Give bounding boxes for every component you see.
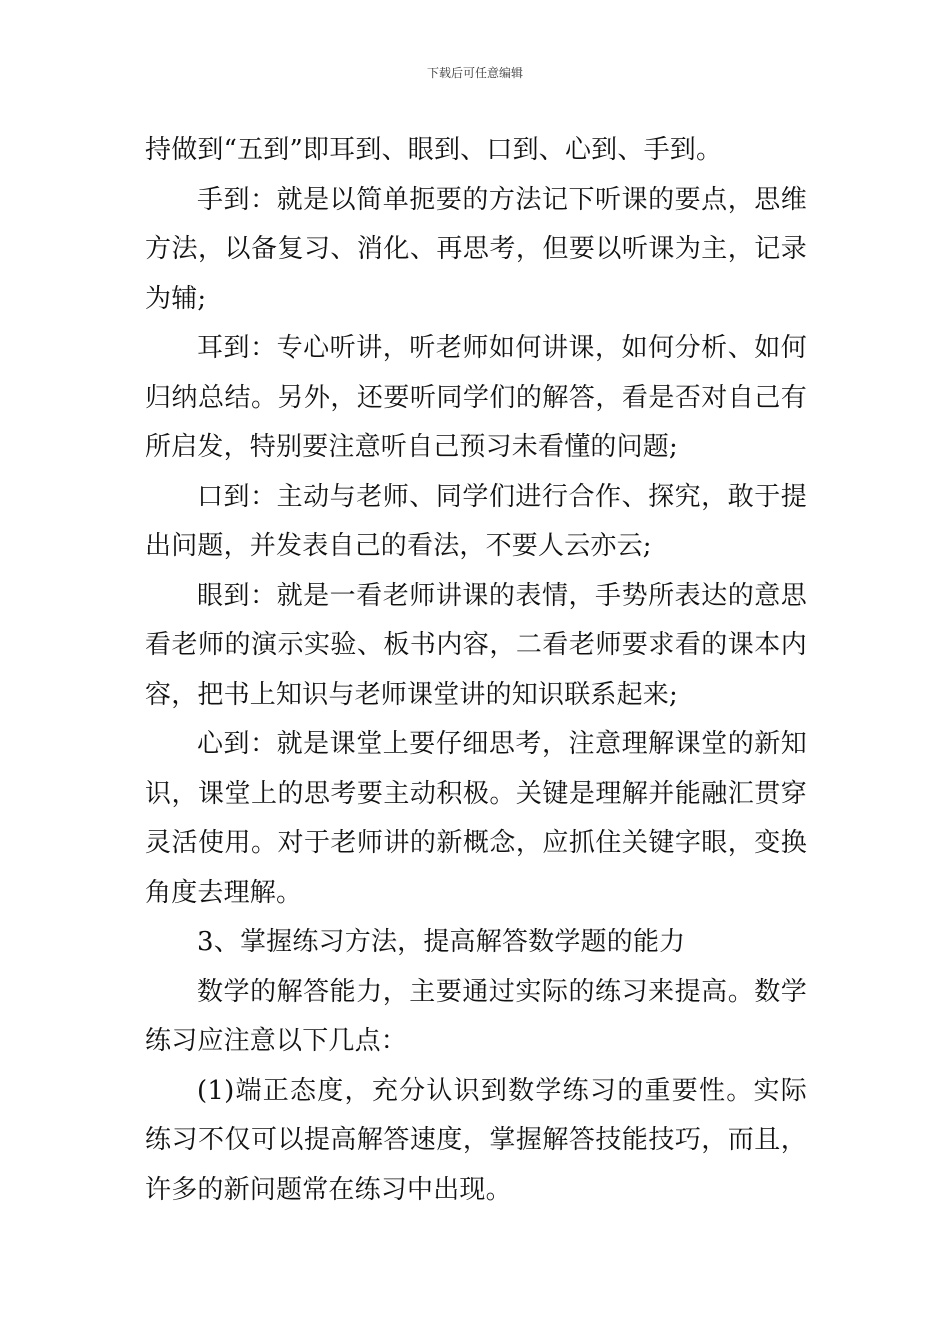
- paragraph-continuation: 持做到“五到”即耳到、眼到、口到、心到、手到。: [145, 135, 723, 165]
- paragraph-ear: 耳到：专心听讲，听老师如何讲课，如何分析、如何归纳总结。另外，还要听同学们的解答，看是否对自己有所启发，特别要注意听自己预习未看懂的问题;: [145, 333, 807, 462]
- paragraph-mouth: 口到：主动与老师、同学们进行合作、探究，敢于提出问题，并发表自己的看法，不要人云亦云;: [145, 481, 807, 561]
- page-header-note: 下载后可任意编辑: [426, 66, 523, 80]
- paragraph-eye: 眼到：就是一看老师讲课的表情，手势所表达的意思看老师的演示实验、板书内容，二看老师要求看的课本内容，把书上知识与老师课堂讲的知识联系起来;: [145, 580, 807, 710]
- section-heading: 3、掌握练习方法，提高解答数学题的能力: [197, 927, 686, 957]
- paragraph-intro: 数学的解答能力，主要通过实际的练习来提高。数学练习应注意以下几点：: [145, 976, 807, 1056]
- paragraph-hand: 手到：就是以简单扼要的方法记下听课的要点，思维方法，以备复习、消化、再思考，但要以听课为主，记录为辅;: [145, 184, 807, 314]
- list-item-1: (1)端正态度，充分认识到数学练习的重要性。实际练习不仅可以提高解答速度，掌握解答技能技巧，而且，许多的新问题常在练习中出现。: [145, 1075, 807, 1205]
- document-body: [145, 126, 807, 1215]
- paragraph-heart: 心到：就是课堂上要仔细思考，注意理解课堂的新知识，课堂上的思考要主动积极。关键是理解并能融汇贯穿灵活使用。对于老师讲的新概念，应抓住关键字眼，变换角度去理解。: [145, 729, 807, 908]
